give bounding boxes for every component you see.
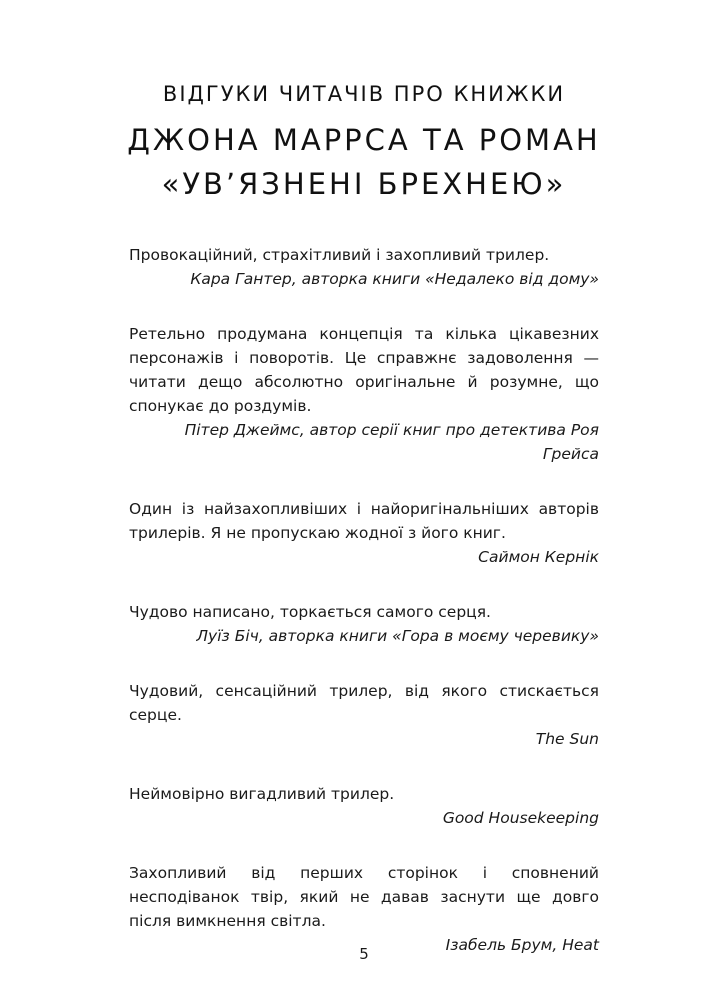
review-item [129,679,599,751]
review-quote: Захопливий від перших сторінок і сповнений несподіванок твір, який не давав заснути ще довго після вимкнення світла. [129,864,599,930]
review-quote: Провокаційний, страхітливий і захопливий трилер. [129,246,550,264]
page-subtitle: ВІДГУКИ ЧИТАЧІВ ПРО КНИЖКИ [162,82,566,106]
review-author: Кара Гантер, авторка книги «Недалеко від дому» [190,270,599,288]
reviews-list [129,243,599,957]
review-author: Саймон Кернік [478,548,599,566]
review-item [129,782,599,830]
review-item [129,861,599,957]
page-title [0,118,728,206]
review-item [129,322,599,466]
page-title-line-1: ДЖОНА МАРРСА ТА РОМАН [127,123,601,157]
review-item [129,497,599,569]
review-quote: Один із найзахопливіших і найоригінальніших авторів трилерів. Я не пропускаю жодної з його книг. [129,500,599,542]
review-quote: Чудово написано, торкається самого серця. [129,603,491,621]
review-author: Ізабель Брум, Heat [445,936,599,954]
page-number: 5 [359,945,369,963]
review-author: The Sun [535,730,599,748]
review-quote: Неймовірно вигадливий трилер. [129,785,395,803]
page-title-line-2: «УВ’ЯЗНЕНІ БРЕХНЕЮ» [161,167,567,201]
review-quote: Ретельно продумана концепція та кілька цікавезних персонажів і поворотів. Це справжнє задоволення — читати дещо абсолютно оригінальне й розумне, що спонукає до роздумів. [129,325,599,415]
review-quote: Чудовий, сенсаційний трилер, від якого стискається серце. [129,682,599,724]
review-item [129,243,599,291]
review-author: Луїз Біч, авторка книги «Гора в моєму черевику» [196,627,599,645]
review-author: Good Housekeeping [442,809,599,827]
review-item [129,600,599,648]
review-author: Пітер Джеймс, автор серії книг про детектива Роя Грейса [184,421,599,463]
